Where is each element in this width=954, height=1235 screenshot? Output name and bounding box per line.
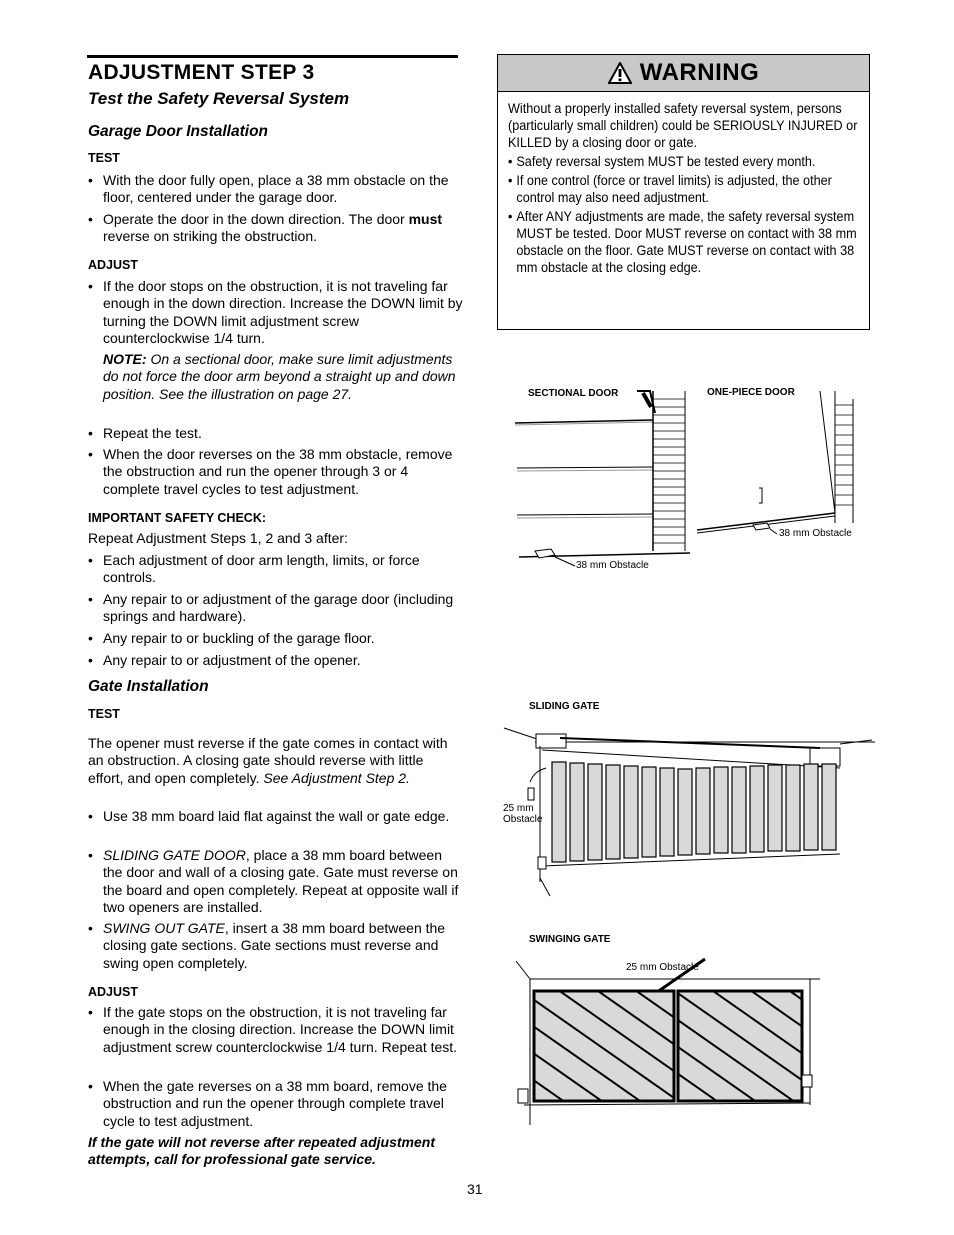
garage-door-illustration bbox=[505, 385, 875, 585]
garage-test-item-1: • With the door fully open, place a 38 mm obstacle on the floor, centered under the garage door. bbox=[88, 172, 449, 206]
warning-item-2: • If one control (force or travel limits) is adjusted, the other control may also need adjustment. bbox=[508, 173, 832, 205]
warning-header bbox=[498, 55, 869, 92]
sectional-door-drawing bbox=[515, 391, 690, 557]
safety-item-3: • Any repair to or buckling of the garage floor. bbox=[88, 630, 375, 646]
warning-item-1: • Safety reversal system MUST be tested every month. bbox=[508, 154, 816, 169]
gate-test-item-2: • SLIDING GATE DOOR, place a 38 mm board between the door and wall of a closing gate. Gate must reverse on the board and open completely. Repeat at opposite wall if two openers are installed. bbox=[88, 847, 459, 916]
sectional-wall-siding bbox=[653, 399, 685, 543]
safety-check-intro: Repeat Adjustment Steps 1, 2 and 3 after: bbox=[88, 530, 348, 546]
one-piece-door-drawing bbox=[697, 391, 853, 533]
gate-adjust-item-1: • If the gate stops on the obstruction, it is not traveling far enough in the closing direction. Increase the DOWN limit adjustment screw counterclockwise 1/4 turn. Repeat test. bbox=[88, 1004, 458, 1055]
page-number: 31 bbox=[467, 1181, 483, 1197]
gate-test-label: TEST bbox=[88, 707, 120, 721]
gate-adjust-label: ADJUST bbox=[88, 985, 139, 999]
garage-note: NOTE: On a sectional door, make sure limit adjustments do not force the door arm beyond a straight up and down position. See the illustration on page 27. bbox=[103, 351, 456, 402]
one-piece-door-caption: ONE-PIECE DOOR bbox=[707, 387, 795, 398]
warning-item-3: • After ANY adjustments are made, the safety reversal system MUST be tested. Door MUST reverse on contact with 38 mm obstacle on the floor. Gate MUST reverse on contact with 38 mm obstacle at the closing edge. bbox=[508, 209, 857, 275]
sliding-gate-caption: SLIDING GATE bbox=[529, 701, 600, 712]
swinging-gate-illustration bbox=[510, 955, 830, 1130]
garage-adjust-item-1: • If the door stops on the obstruction, it is not traveling far enough in the down direction. Increase the DOWN limit by turning the DOWN limit adjustment screw counterclockwise 1/4 turn. bbox=[88, 278, 463, 347]
garage-adjust-label: ADJUST bbox=[88, 258, 139, 272]
gate-service-note: If the gate will not reverse after repeated adjustment attempts, call for professional gate service. bbox=[88, 1134, 435, 1168]
safety-item-2: • Any repair to or adjustment of the garage door (including springs and hardware). bbox=[88, 591, 454, 625]
one-piece-wall-siding bbox=[835, 405, 853, 505]
sectional-obstacle-label: 38 mm Obstacle bbox=[576, 560, 649, 571]
sliding-gate-illustration bbox=[500, 722, 875, 900]
one-piece-obstacle bbox=[753, 523, 777, 534]
garage-test-label: TEST bbox=[88, 151, 120, 165]
gate-test-item-3: • SWING OUT GATE, insert a 38 mm board between the closing gate sections. Gate sections must reverse and swing open completely. bbox=[88, 920, 446, 971]
gate-adjust-item-2: • When the gate reverses on a 38 mm board, remove the obstruction and run the opener through complete travel cycle to test adjustment. bbox=[88, 1078, 447, 1129]
safety-item-1: • Each adjustment of door arm length, limits, or force controls. bbox=[88, 552, 420, 586]
warning-intro: Without a properly installed safety reversal system, persons (particularly small children) could be SERIOUSLY INJURED or KILLED by a closing door or gate. bbox=[508, 101, 858, 150]
warning-box bbox=[497, 54, 870, 330]
safety-item-4: • Any repair to or adjustment of the opener. bbox=[88, 652, 361, 668]
warning-body bbox=[508, 100, 861, 278]
gate-heading: Gate Installation bbox=[88, 678, 209, 695]
one-piece-obstacle-label: 38 mm Obstacle bbox=[779, 528, 852, 539]
garage-adjust-item-3: • When the door reverses on the 38 mm obstacle, remove the obstruction and run the opener through 3 or 4 complete travel cycles to test adjustment. bbox=[88, 446, 453, 497]
warning-triangle-icon bbox=[608, 62, 632, 84]
garage-test-item-2: • Operate the door in the down direction. The door must reverse on striking the obstruction. bbox=[88, 211, 443, 245]
sectional-door-caption: SECTIONAL DOOR bbox=[528, 388, 619, 399]
page-subtitle: Test the Safety Reversal System bbox=[88, 89, 350, 108]
safety-check-label: IMPORTANT SAFETY CHECK: bbox=[88, 511, 267, 525]
garage-adjust-item-2: • Repeat the test. bbox=[88, 425, 202, 441]
swing-gate-left-leaf bbox=[534, 991, 674, 1101]
swinging-gate-caption: SWINGING GATE bbox=[529, 934, 611, 945]
warning-title: WARNING bbox=[639, 59, 760, 86]
sliding-obstacle-label: 25 mm Obstacle bbox=[503, 803, 543, 825]
gate-intro: The opener must reverse if the gate comes in contact with an obstruction. A closing gate should reverse with little effort, and open completely. See Adjustment Step 2. bbox=[88, 735, 448, 786]
sliding-gate-pickets bbox=[552, 762, 836, 862]
heading-rule bbox=[87, 55, 458, 58]
sectional-obstacle bbox=[535, 549, 575, 566]
page-title: ADJUSTMENT STEP 3 bbox=[88, 61, 315, 84]
swing-gate-right-leaf bbox=[678, 991, 802, 1101]
garage-heading: Garage Door Installation bbox=[88, 123, 269, 140]
gate-test-item-1: • Use 38 mm board laid flat against the wall or gate edge. bbox=[88, 808, 450, 824]
swinging-obstacle-label: 25 mm Obstacle bbox=[626, 962, 699, 973]
